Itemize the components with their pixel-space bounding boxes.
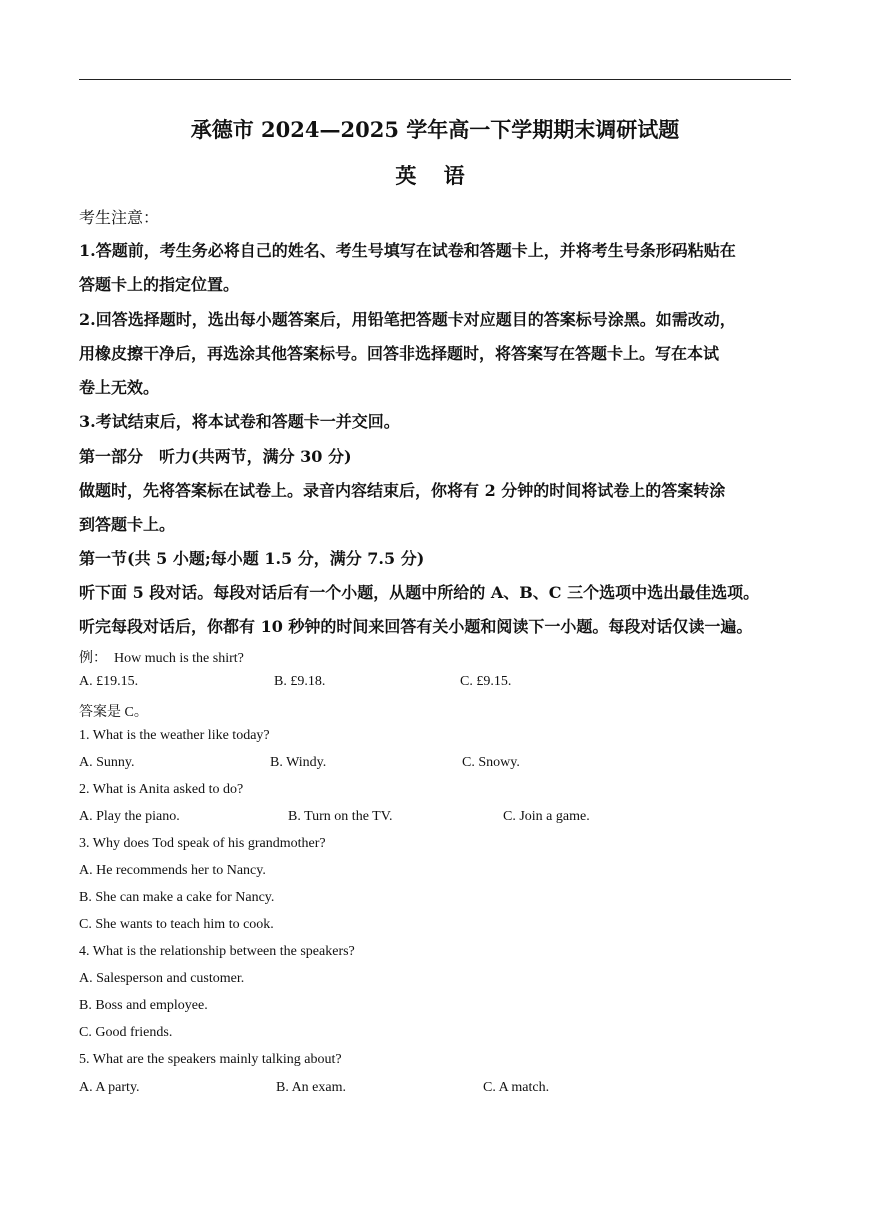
exam-title: 承德市 2024—2025 学年高一下学期期末调研试题 xyxy=(190,117,680,142)
section1-instruction-line-2: 听完每段对话后，你都有 10 秒钟的时间来回答有关小题和阅读下一小题。每段对话仅读一遍。 xyxy=(79,617,753,636)
part1-instruction-line-1: 做题时，先将答案标在试卷上。录音内容结束后，你将有 2 分钟的时间将试卷上的答案转涂 xyxy=(79,481,726,500)
notice-item-2-line-3: 卷上无效。 xyxy=(79,378,160,397)
question-2-stem: 2. What is Anita asked to do? xyxy=(79,782,244,797)
part1-heading: 第一部分 听力(共两节，满分 30 分) xyxy=(79,447,352,466)
example-option-a: A. £19.15. xyxy=(79,674,139,689)
question-4-option-b: B. Boss and employee. xyxy=(79,998,208,1013)
question-2-option-c: C. Join a game. xyxy=(503,809,590,824)
notice-item-1-line-1: 1.答题前，考生务必将自己的姓名、考生号填写在试卷和答题卡上，并将考生号条形码粘贴在 xyxy=(79,241,736,260)
question-2-option-b: B. Turn on the TV. xyxy=(288,809,393,824)
section1-instruction-line-1: 听下面 5 段对话。每段对话后有一个小题，从题中所给的 A、B、C 三个选项中选出最佳选项。 xyxy=(79,583,760,602)
question-2-option-a: A. Play the piano. xyxy=(79,809,180,824)
header-rule xyxy=(79,79,791,80)
question-3-stem: 3. Why does Tod speak of his grandmother? xyxy=(79,836,326,851)
example-answer: 答案是 C。 xyxy=(79,705,148,720)
question-3-option-a: A. He recommends her to Nancy. xyxy=(79,863,266,878)
question-5-stem: 5. What are the speakers mainly talking about? xyxy=(79,1052,342,1067)
notice-item-2-line-2: 用橡皮擦干净后，再选涂其他答案标号。回答非选择题时，将答案写在答题卡上。写在本试 xyxy=(79,344,720,363)
part1-instruction-line-2: 到答题卡上。 xyxy=(79,515,176,534)
question-5-option-c: C. A match. xyxy=(483,1080,550,1095)
notice-item-3-line-1: 3.考试结束后，将本试卷和答题卡一并交回。 xyxy=(79,412,400,431)
question-1-stem: 1. What is the weather like today? xyxy=(79,728,270,743)
example-question: 例： How much is the shirt? xyxy=(79,651,244,666)
question-1-option-a: A. Sunny. xyxy=(79,755,135,770)
question-5-option-a: A. A party. xyxy=(79,1080,140,1095)
question-1-option-b: B. Windy. xyxy=(270,755,327,770)
question-4-option-c: C. Good friends. xyxy=(79,1025,173,1040)
section1-heading: 第一节(共 5 小题;每小题 1.5 分，满分 7.5 分) xyxy=(79,549,425,568)
question-4-stem: 4. What is the relationship between the speakers? xyxy=(79,944,355,959)
notice-item-1-line-2: 答题卡上的指定位置。 xyxy=(79,275,240,294)
example-option-c: C. £9.15. xyxy=(460,674,512,689)
notice-item-2-line-1: 2.回答选择题时，选出每小题答案后，用铅笔把答题卡对应题目的答案标号涂黑。如需改动， xyxy=(79,310,736,329)
question-1-option-c: C. Snowy. xyxy=(462,755,520,770)
question-4-option-a: A. Salesperson and customer. xyxy=(79,971,245,986)
subject-title: 英 语 xyxy=(395,163,475,188)
question-5-option-b: B. An exam. xyxy=(276,1080,346,1095)
example-option-b: B. £9.18. xyxy=(274,674,326,689)
question-3-option-c: C. She wants to teach him to cook. xyxy=(79,917,274,932)
question-3-option-b: B. She can make a cake for Nancy. xyxy=(79,890,275,905)
notice-heading: 考生注意： xyxy=(79,208,160,227)
